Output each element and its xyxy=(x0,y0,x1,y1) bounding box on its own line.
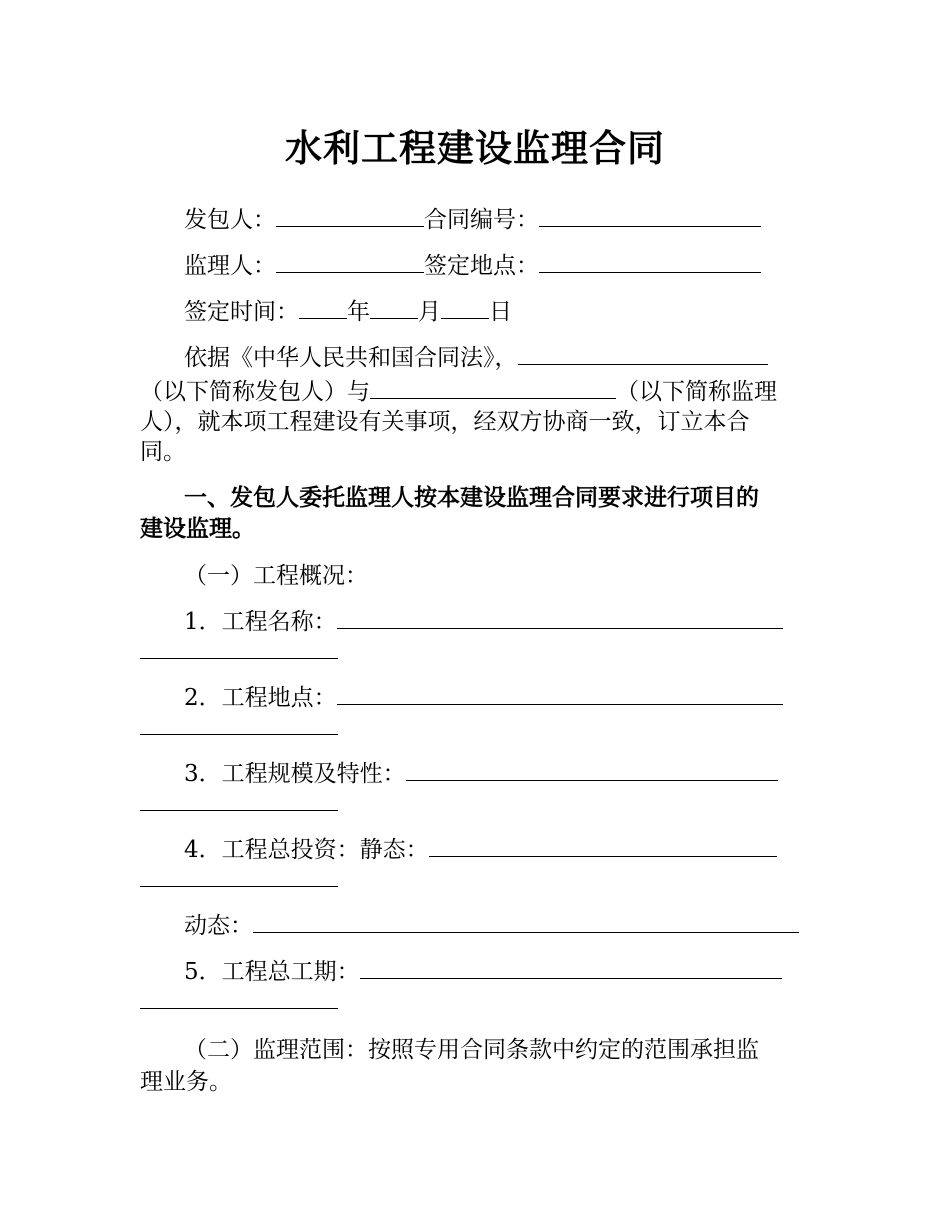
item-investment-label: 4．工程总投资：静态： xyxy=(184,837,429,863)
item-location-continuation xyxy=(140,710,338,746)
month-label: 月 xyxy=(418,299,441,325)
preamble-line-4: 同。 xyxy=(140,439,186,465)
preamble-text-3: （以下简称监理 xyxy=(616,379,777,405)
item-name-label: 1．工程名称： xyxy=(184,609,337,635)
item-dynamic-label: 动态： xyxy=(184,913,253,939)
preamble-text-1: 依据《中华人民共和国合同法》， xyxy=(184,345,518,371)
employer-blank xyxy=(276,202,424,227)
document-title: 水利工程建设监理合同 xyxy=(285,127,665,170)
item-investment-blank xyxy=(429,832,777,857)
item-dynamic-blank xyxy=(253,908,799,933)
scope-line-1: （二）监理范围：按照专用合同条款中约定的范围承担监 xyxy=(184,1037,759,1063)
item-name-continuation xyxy=(140,634,338,670)
sign-place-label: 签定地点： xyxy=(424,253,539,279)
preamble-line-1 xyxy=(184,340,768,376)
supervisor-label: 监理人： xyxy=(184,253,276,279)
section1-heading-line-2: 建设监理。 xyxy=(140,516,255,542)
item-duration-blank xyxy=(360,954,782,979)
supervisor-blank xyxy=(276,248,424,273)
year-blank xyxy=(299,294,347,319)
employer-label: 发包人： xyxy=(184,207,276,233)
sign-time-row xyxy=(184,294,512,330)
item-duration-label: 5．工程总工期： xyxy=(184,959,360,985)
year-label: 年 xyxy=(347,299,370,325)
item-name-blank xyxy=(337,604,783,629)
item-investment-continuation xyxy=(140,862,338,898)
day-label: 日 xyxy=(489,299,512,325)
sign-time-label: 签定时间： xyxy=(184,299,299,325)
preamble-line-3: 人），就本项工程建设有关事项，经双方协商一致，订立本合 xyxy=(140,409,750,435)
scope-line-2: 理业务。 xyxy=(140,1069,232,1095)
item-duration-continuation xyxy=(140,984,338,1020)
item-scale-continuation xyxy=(140,786,338,822)
supervisor-name-blank xyxy=(370,374,616,399)
item-location-label: 2．工程地点： xyxy=(184,685,337,711)
sign-place-blank xyxy=(539,248,761,273)
supervisor-row xyxy=(184,248,761,284)
overview-label: （一）工程概况： xyxy=(184,563,368,589)
item-location-blank xyxy=(337,680,783,705)
item-scale-blank xyxy=(406,756,778,781)
day-blank xyxy=(441,294,489,319)
item-duration-blank-2 xyxy=(140,984,338,1009)
item-dynamic-row xyxy=(184,908,799,944)
item-name-blank-2 xyxy=(140,634,338,659)
section1-heading-line-1: 一、发包人委托监理人按本建设监理合同要求进行项目的 xyxy=(184,485,759,511)
preamble-text-2: （以下简称发包人）与 xyxy=(140,379,370,405)
item-scale-blank-2 xyxy=(140,786,338,811)
item-location-blank-2 xyxy=(140,710,338,735)
month-blank xyxy=(370,294,418,319)
employer-name-blank xyxy=(518,340,768,365)
item-scale-label: 3．工程规模及特性： xyxy=(184,761,406,787)
employer-row xyxy=(184,202,761,238)
item-investment-blank-2 xyxy=(140,862,338,887)
contract-no-blank xyxy=(539,202,761,227)
contract-no-label: 合同编号： xyxy=(424,207,539,233)
